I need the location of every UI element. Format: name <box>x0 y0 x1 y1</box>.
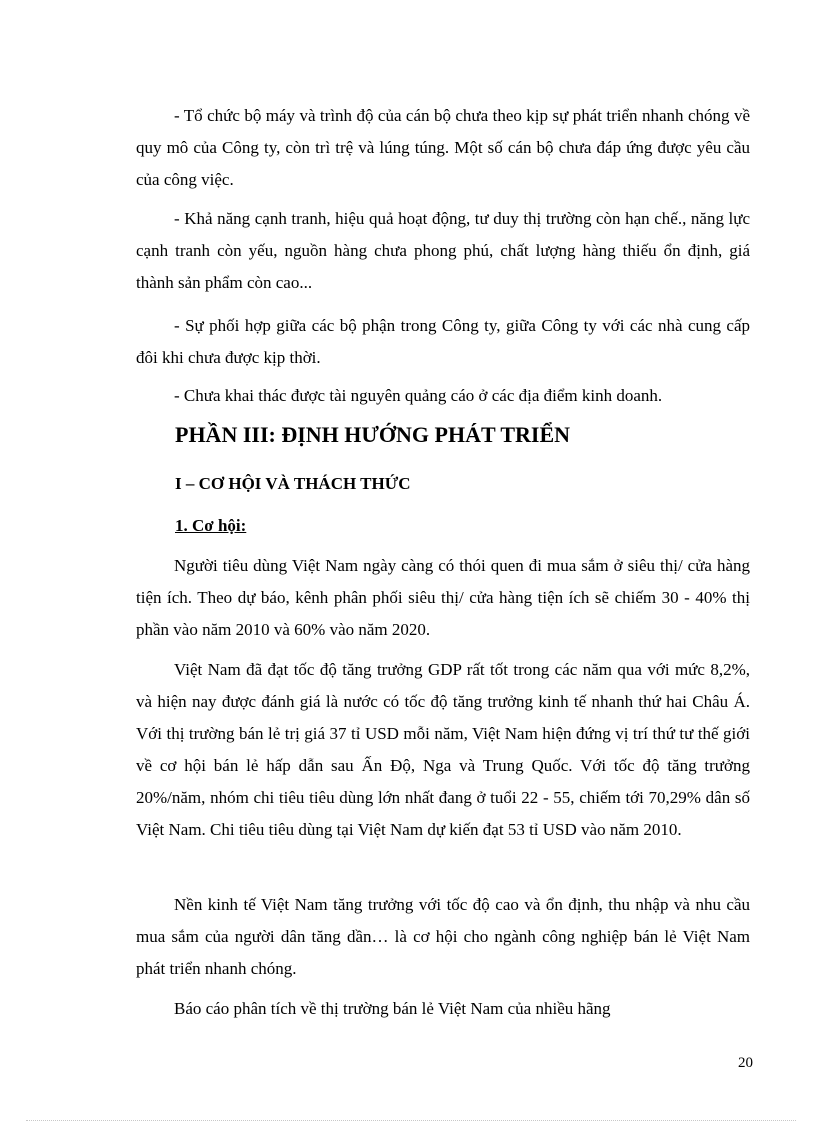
paragraph-market-report: Báo cáo phân tích về thị trường bán lẻ Việt Nam của nhiều hãng <box>174 999 611 1018</box>
subsection-heading: 1. Cơ hội: <box>175 516 247 535</box>
part-heading: PHẦN III: ĐỊNH HƯỚNG PHÁT TRIỂN <box>175 422 571 447</box>
paragraph-coordination: - Sự phối hợp giữa các bộ phận trong Công ty, giữa Công ty với các nhà cung cấp đôi khi chưa được kịp thời. <box>136 316 750 367</box>
paragraph-org-structure: - Tổ chức bộ máy và trình độ của cán bộ chưa theo kịp sự phát triển nhanh chóng về quy mô của Công ty, còn trì trệ và lúng túng. Một số cán bộ chưa đáp ứng được yêu cầu của công việc. <box>136 106 750 189</box>
paragraph-competitiveness: - Khả năng cạnh tranh, hiệu quả hoạt động, tư duy thị trường còn hạn chế., năng lực cạnh tranh còn yếu, nguồn hàng chưa phong phú, chất lượng hàng thiếu ổn định, giá thành sản phẩm còn cao... <box>136 209 750 292</box>
paragraph-advertising: - Chưa khai thác được tài nguyên quảng cáo ở các địa điểm kinh doanh. <box>174 386 663 405</box>
paragraph-gdp-growth: Việt Nam đã đạt tốc độ tăng trưởng GDP rất tốt trong các năm qua với mức 8,2%, và hiện nay được đánh giá là nước có tốc độ tăng trưởng kinh tế nhanh thứ hai Châu Á. Với thị trường bán lẻ trị giá 37 tỉ USD mỗi năm, Việt Nam hiện đứng vị trí thứ tư thế giới về cơ hội bán lẻ hấp dẫn sau Ấn Độ, Nga và Trung Quốc. Với tốc độ tăng trưởng 20%/năm, nhóm chi tiêu tiêu dùng lớn nhất đang ở tuổi 22 - 55, chiếm tới 70,29% dân số Việt Nam. Chi tiêu tiêu dùng tại Việt Nam dự kiến đạt 53 tỉ USD vào năm 2010. <box>136 660 750 839</box>
section-heading: I – CƠ HỘI VÀ THÁCH THỨC <box>175 474 411 493</box>
paragraph-consumer-habits: Người tiêu dùng Việt Nam ngày càng có thói quen đi mua sắm ở siêu thị/ cửa hàng tiện ích. Theo dự báo, kênh phân phối siêu thị/ cửa hàng tiện ích sẽ chiếm 30 - 40% thị phần vào năm 2010 và 60% vào năm 2020. <box>136 556 750 639</box>
page-number: 20 <box>738 1055 753 1071</box>
page-bottom-divider <box>26 1120 796 1121</box>
paragraph-economy-opportunity: Nền kinh tế Việt Nam tăng trưởng với tốc độ cao và ổn định, thu nhập và nhu cầu mua sắm của người dân tăng dần… là cơ hội cho ngành công nghiệp bán lẻ Việt Nam phát triển nhanh chóng. <box>136 895 750 978</box>
